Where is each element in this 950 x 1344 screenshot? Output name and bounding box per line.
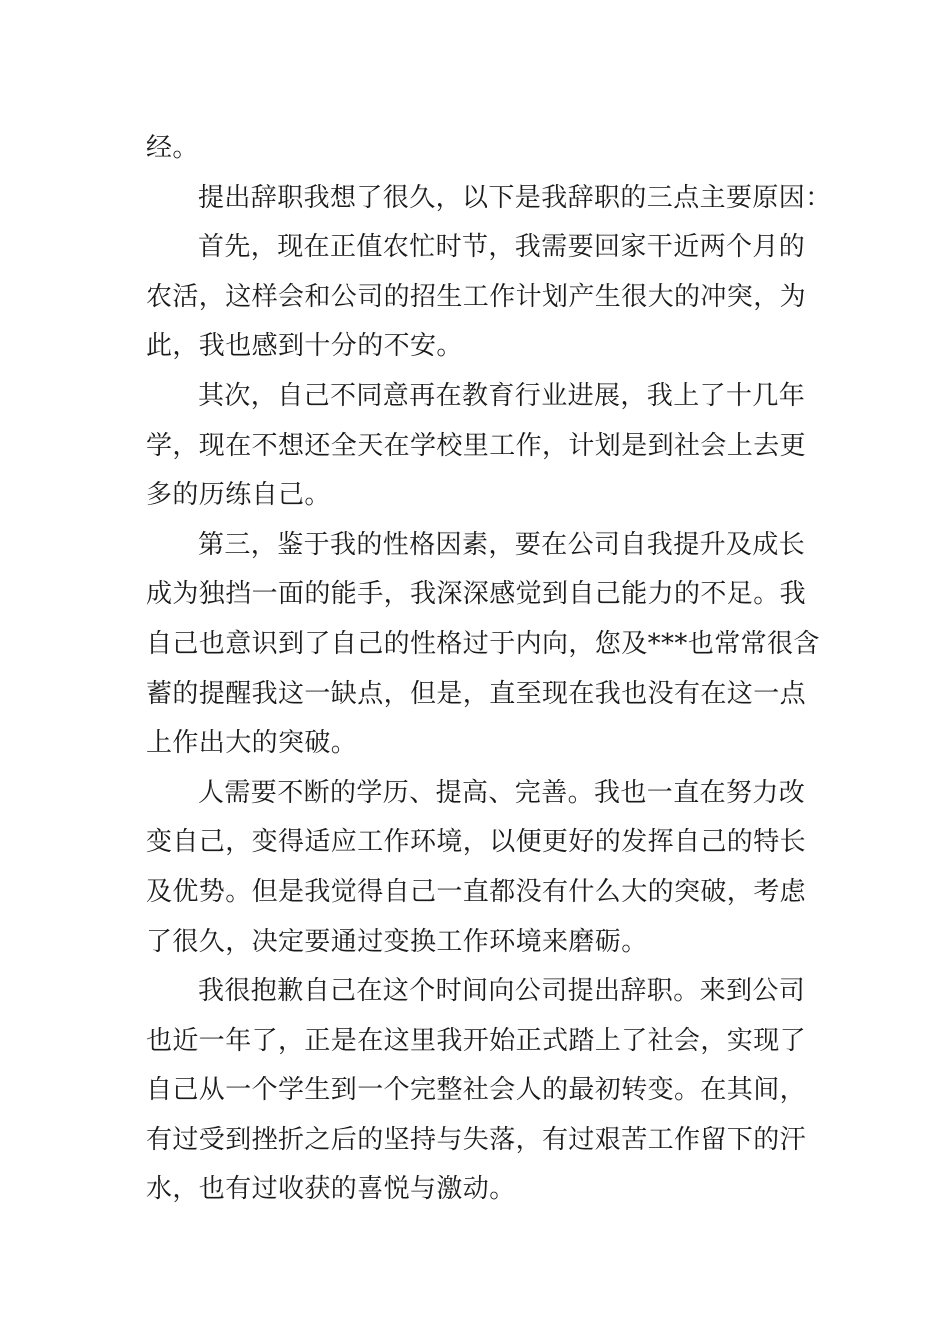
paragraph-start-line: 人需要不断的学历、提高、完善。我也一直在努力改 <box>198 777 806 808</box>
letter-body <box>146 124 832 1215</box>
text-line: 也近一年了，正是在这里我开始正式踏上了社会，实现了 <box>146 1025 807 1056</box>
text-line: 水，也有过收获的喜悦与激动。 <box>146 1174 516 1205</box>
text-line: 农活，这样会和公司的招生工作计划产生很大的冲突，为 <box>146 281 807 312</box>
text-line: 变自己，变得适应工作环境，以便更好的发挥自己的特长 <box>146 827 807 858</box>
paragraph-start-line: 首先，现在正值农忙时节，我需要回家干近两个月的 <box>198 232 806 263</box>
text-line: 上作出大的突破。 <box>146 728 358 759</box>
text-line: 自己也意识到了自己的性格过于内向，您及***也常常很含 <box>146 628 820 659</box>
text-line: 蓄的提醒我这一缺点，但是，直至现在我也没有在这一点 <box>146 678 807 709</box>
paragraph-start-line: 其次，自己不同意再在教育行业进展，我上了十几年 <box>198 380 806 411</box>
paragraph-start-line: 第三，鉴于我的性格因素，要在公司自我提升及成长 <box>198 529 806 560</box>
text-line: 自己从一个学生到一个完整社会人的最初转变。在其间， <box>146 1075 807 1106</box>
text-line: 经。 <box>146 133 199 163</box>
text-line: 有过受到挫折之后的坚持与失落，有过艰苦工作留下的汗 <box>146 1124 807 1155</box>
text-line: 及优势。但是我觉得自己一直都没有什么大的突破，考虑 <box>146 876 807 907</box>
paragraph-start-line: 提出辞职我想了很久，以下是我辞职的三点主要原因： <box>198 182 832 213</box>
text-line: 成为独挡一面的能手，我深深感觉到自己能力的不足。我 <box>146 579 807 610</box>
text-line: 此，我也感到十分的不安。 <box>146 331 463 362</box>
paragraph-start-line: 我很抱歉自己在这个时间向公司提出辞职。来到公司 <box>198 976 806 1007</box>
text-line: 了很久，决定要通过变换工作环境来磨砺。 <box>146 926 648 957</box>
text-line: 学，现在不想还全天在学校里工作，计划是到社会上去更 <box>146 430 807 461</box>
text-line: 多的历练自己。 <box>146 480 331 511</box>
